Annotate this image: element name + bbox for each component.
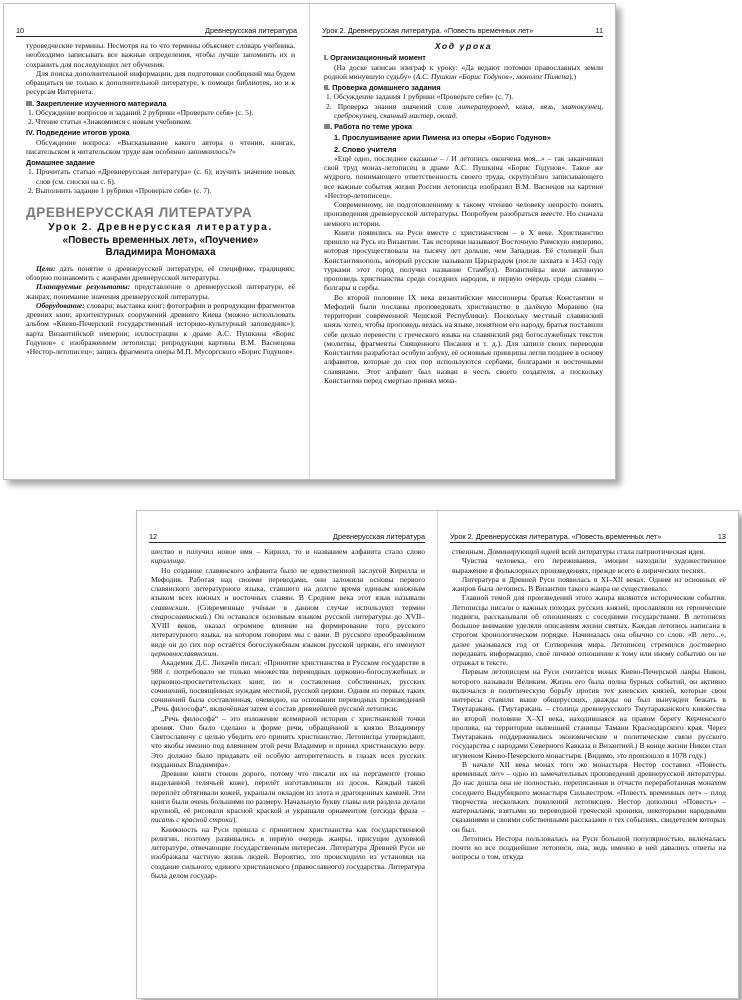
paragraph: ственным. Доминирующей идеей всей литературы стала патриотическая идея.	[452, 547, 705, 556]
paragraph: Книжность на Руси пришла с принятием христианства как государственной религии, поэтому развивались в первую очередь жанры, присущие духовной литературе, отвечающие государственным интересам. Литература Древней Руси не изображала частную жизнь людей. Вероятно, это происходило из установки на создание сильного, единого христианского (православного) государства. Литература была делом государ-	[151, 824, 425, 880]
section-heading: I. Организационный момент	[324, 53, 426, 63]
running-head	[16, 26, 297, 37]
paragraph: Современному, не подготовленному к такому чтению человеку непросто понять произведения древнерусской литературы. Попробуем разобраться вместе. Но сначала немного истории.	[324, 200, 603, 228]
running-head	[322, 26, 603, 37]
paragraph: „Речь философа“ – это изложение всемирной истории с христианской точки зрения. Оно было сделано в форме речи, обращённой к князю Владимиру Святославичу с целью убедить его принять христианство. Летописцы утверждают, что якобы именно под влиянием этой речи Владимир и принял христианскую веру. Это должно было придавать ей особую авторитетность в глазах всех русских подданных Владимира».	[151, 713, 425, 769]
paragraph: (На доске записан эпиграф к уроку: «Да ведают потомки православных земли родной минувшую судьбу» (А.С. Пушкин «Борис Годунов», монолог Пимена).)	[324, 62, 603, 81]
spread-pages-10-11	[3, 3, 616, 480]
results-paragraph: Планируемые результаты: представление о древнерусской литературе, её жанрах; понимание значения древнерусской литературы.	[26, 282, 295, 301]
page-body	[4, 37, 309, 356]
page-number: 10	[16, 26, 25, 35]
paragraph: шество и получил новое имя – Кирилл, то и названием алфавита стало слово кириллица.	[151, 547, 425, 566]
chapter-title: ДРЕВНЕРУССКАЯ ЛИТЕРАТУРА	[26, 205, 253, 220]
spread-pages-12-13	[136, 510, 739, 999]
paragraph: Чувства человека, его переживания, эмоции находили художественное выражение в фольклорных произведениях, прежде всего в лирических песнях.	[452, 556, 726, 575]
running-head-title: Урок 2. Древнерусская литература. «Повесть временных лет»	[322, 26, 534, 35]
paragraph: Главной темой для произведений этого жанра являются исторические события. Летописцы писали о важных походах русских князей, прославляли их героические подвиги, рассказывали об отношениях с соседними государствами. В летописях большое внимание уделяли описаниям жизни святых. Каждая летопись написана в строгом хронологическом порядке. Начиналась она обычно со слов: «В лето...», далее указывался год от Сотворения мира. Летописец стремился достоверно передавать информацию, своё личное отношение к тому или иному событию он не отражал в тексте.	[452, 593, 726, 667]
list-item: 1. Обсуждение вопросов и заданий 2 рубрики «Проверьте себя» (с. 5).	[28, 107, 254, 117]
paragraph: «Ещё одно, последнее сказанье – / И летопись окончена моя...» – так заканчивал свой труд монах-летописец в драме А.С. Пушкина «Борис Годунов». Такое же мудрого, понимающего ответственность своего труда, скрупулёзно записывающего все важные события жизни России летописца изобразил В.М. Васнецов на картине «Нестор-летописец».	[324, 153, 603, 200]
paragraph: Летопись Нестора пользовалась на Руси большой популярностью, включалась почти во все позднейшие летописи, она, ведь именно в ней давались ответы на вопросы о том, откуда	[452, 833, 726, 862]
page-12	[137, 511, 437, 998]
page-body	[137, 543, 437, 880]
paragraph: Первым летописцем на Руси считается монах Киево-Печерской лавры Никон, которого называли Великим. Жизнь его была полна бурных событий, он активно включался в политическую борьбу против тех киевских князей, которые свои интересы ставили выше общерусских, дважды он был вынужден бежать в Тмутаракань. (Тмутаракань – столица древнерусского Тмутараканского княжества во второй половине X–XI века, находившаяся на правом берегу Керченского пролива, на территории нынешней станицы Тамани Краснодарского края. Через Тмутаракань поддерживались экономические и политические связи русского государства с народами Северного Кавказа и Византией.) В конце жизни Никон стал игуменом Киево-Печерского монастыря. (Видимо, это произошло в 1078 году.)	[452, 667, 726, 760]
homework-heading: Домашнее задание	[26, 158, 95, 167]
running-head-title: Древнерусская литература	[205, 26, 297, 35]
page-number: 13	[717, 532, 726, 541]
subsection-heading: 1. Прослушивание арии Пимена из оперы «Борис Годунов»	[334, 133, 551, 143]
paragraph: Но создание славянского алфавита было не единственной заслугой Кирилла и Мефодия. Работая над своими переводами, они заложили основы первого славянского литературного языка, ставшего на долгое время единым книжным языком всех южных и восточных славян. В Средние века этот язык называли славянским. (Современные учёные в данном случае используют термин старославянский.) Он оставался основным языком русской литературы до XVII–XVIII веков, оказал огромное влияние на формирование того русского литературного языка, на котором говорим мы с вами. В русского преображённом виде он до сих пор остаётся богослужебным языком русской церкви, его именуют церковнославянским.	[151, 565, 425, 658]
section-heading: III. Работа по теме урока	[324, 122, 412, 131]
page-body	[310, 37, 615, 385]
paragraph: туроведческие термины. Несмотря на то что термины объясняет словарь учебника, необходимо записывать все важные определения, чтобы лучше запомнить их и сохранить для последующих лет обучения.	[26, 41, 295, 69]
running-head	[450, 532, 726, 543]
page-13	[438, 511, 738, 998]
subsection-heading: 2. Слово учителя	[334, 144, 397, 154]
paragraph: Для поиска дополнительной информации, для подготовки сообщений мы будем обращаться не только к дополнительной литературе, к помощи библиотек, но и к ресурсам Интернета.	[26, 68, 295, 97]
list-item: 2. Выполнить задание 1 рубрики «Проверьте себя» (с. 7).	[28, 185, 212, 195]
paragraph: Древние книги стоили дорого, потому что писали их на пергаменте (тонко выделанной телячьей коже), перелёт изготавливали из досок. Каждый такой переплёт обтягивали кожей, украшали окладом из злота и драгоценных камней. Эти книги были очень большими по размеру. Начальную букву главы или раздела делали крупной, её рисовали красной краской и украшали орнаментом (отсюда фраза – писать с красной строки).	[151, 769, 425, 825]
paragraph: Обсуждение вопроса: «Высказывание какого автора о чтении, книгах, писательском и читательском труде вам особенно запомнилось?»	[26, 137, 295, 156]
paragraph: Академик Д.С. Лихачёв писал: «Принятие христианства в Русском государстве в 988 г. потребовало не только множества переводных церковно-богослужебных и церковно-просветительских книг, но и составления собственных, русских сочинений, посвящённых нуждам местной, русской церкви. Одним из первых таких сочинений была составленная, очевидно, на основании переводных произведений „Речь философа“, включённая затем в состав древнейшей русской летописи.	[151, 658, 425, 714]
paragraph: В начале XII века монах того же монастыря Нестор составил «Повесть временных лет» – одно из замечательных произведений древнерусской литературы. До нас дошла она не полностью, переписанная и отчасти переработанная монахом соседнего Выдубицкого монастыря Сильвестром. «Повесть временных лет» – плод творчества нескольких поколений летописцев. Нестор дополнил «Повесть» – материалами, взятыми из переводной греческой хроники, некоторыми народными сказаниями и своими собственными рассказами о тех событиях, свидетелем которых он был.	[452, 759, 726, 834]
section-heading: II. Проверка домашнего задания	[324, 83, 441, 92]
page-number: 12	[149, 532, 158, 541]
section-heading: IV. Подведение итогов урока	[26, 128, 130, 138]
running-head	[149, 532, 425, 543]
running-head-title: Урок 2. Древнерусская литература. «Повесть временных лет»	[450, 532, 662, 541]
section-heading: III. Закрепление изученного материала	[26, 98, 167, 108]
paragraph: Во второй половине IX века византийские миссионеры братья Константин и Мефодий были посланы проповедовать христианство в далёкую Моравию (на территории современной Чешской Республики). Поскольку местный славянский князь хотел, чтобы проповедь велась на языке, понятном его народу, братья поставили себе целью перевести с греческого языка на славянский ряд богослужебных текстов (молитвы, фрагменты Священного Писания и т. д.). Для записи своих переводов Константин разработал особую азбуку, её основные принципы легли позднее в основу алфавитов, которые до сих пор используются сербами, болгарами и восточными славянами. Этот алфавит был назван в честь своего создателя, а поскольку Константин перед смертью принял мона-	[324, 292, 603, 385]
lesson-flow-heading: Ход урока	[434, 41, 493, 51]
list-item: 2. Чтение статьи «Знакомимся с новым учебником.	[28, 117, 192, 126]
page-body	[438, 543, 738, 862]
paragraph: Книги появились на Руси вместе с христианством – в X веке. Христианство пришло на Русь из Византии. Так историки называют Восточную Римскую империю, которая просуществовала на тысячу лет дольше, чем Западная. Её столицей был Константинополь, который русские называли Царьградом (после захвата в 1453 году турками этот город получил название Стамбул). Византийцы вели активную проповедь христианства среди соседних народов, в первую очередь среди славян – болгары и сербы.	[324, 227, 603, 293]
page-number: 11	[595, 26, 603, 35]
list-item: 2. Проверка знания значений слов литературовед, келья, вязь, златокузнец, среброкузнец, сканный мастер, оклад.	[326, 101, 603, 120]
paragraph: Литература в Древней Руси появилась в XI–XII веках. Одним из основных её жанров была летопись. В Византии такого жанра не существовало.	[452, 574, 726, 593]
lesson-title: Урок 2. Древнерусская литература. «Повесть временных лет», «Поучение» Владимира Мономаха	[48, 222, 273, 259]
running-head-title: Древнерусская литература	[333, 532, 425, 541]
equipment-paragraph: Оборудование: словари; выставка книг; фотографии и репродукции фрагментов древних книг, архитектурных сооружений древнего Киева (можно использовать альбом «Киево-Печерский государственный историко-культурный заповедник»); карта Византийской империи; иллюстрации к драме А.С. Пушкина «Борис Годунов» с изображением летописца; репродукция картины В.М. Васнецова «Нестор-летописец»; запись фрагмента оперы М.П. Мусоргского «Борис Годунов».	[26, 300, 296, 356]
list-item: 1. Обсуждение задания 1 рубрики «Проверьте себя» (с. 7).	[326, 92, 514, 102]
goals-paragraph: Цели: дать понятие о древнерусской литературе, её специфике, традициях; обзорно познакомить с жанрами древнерусской литературы.	[26, 263, 295, 282]
page-11	[310, 4, 615, 479]
list-item: 1. Прочитать статью «Древнерусская литература» (с. 6); изучить значение новых слов (см. сноски на с. 6).	[28, 167, 295, 186]
page-10	[4, 4, 309, 479]
